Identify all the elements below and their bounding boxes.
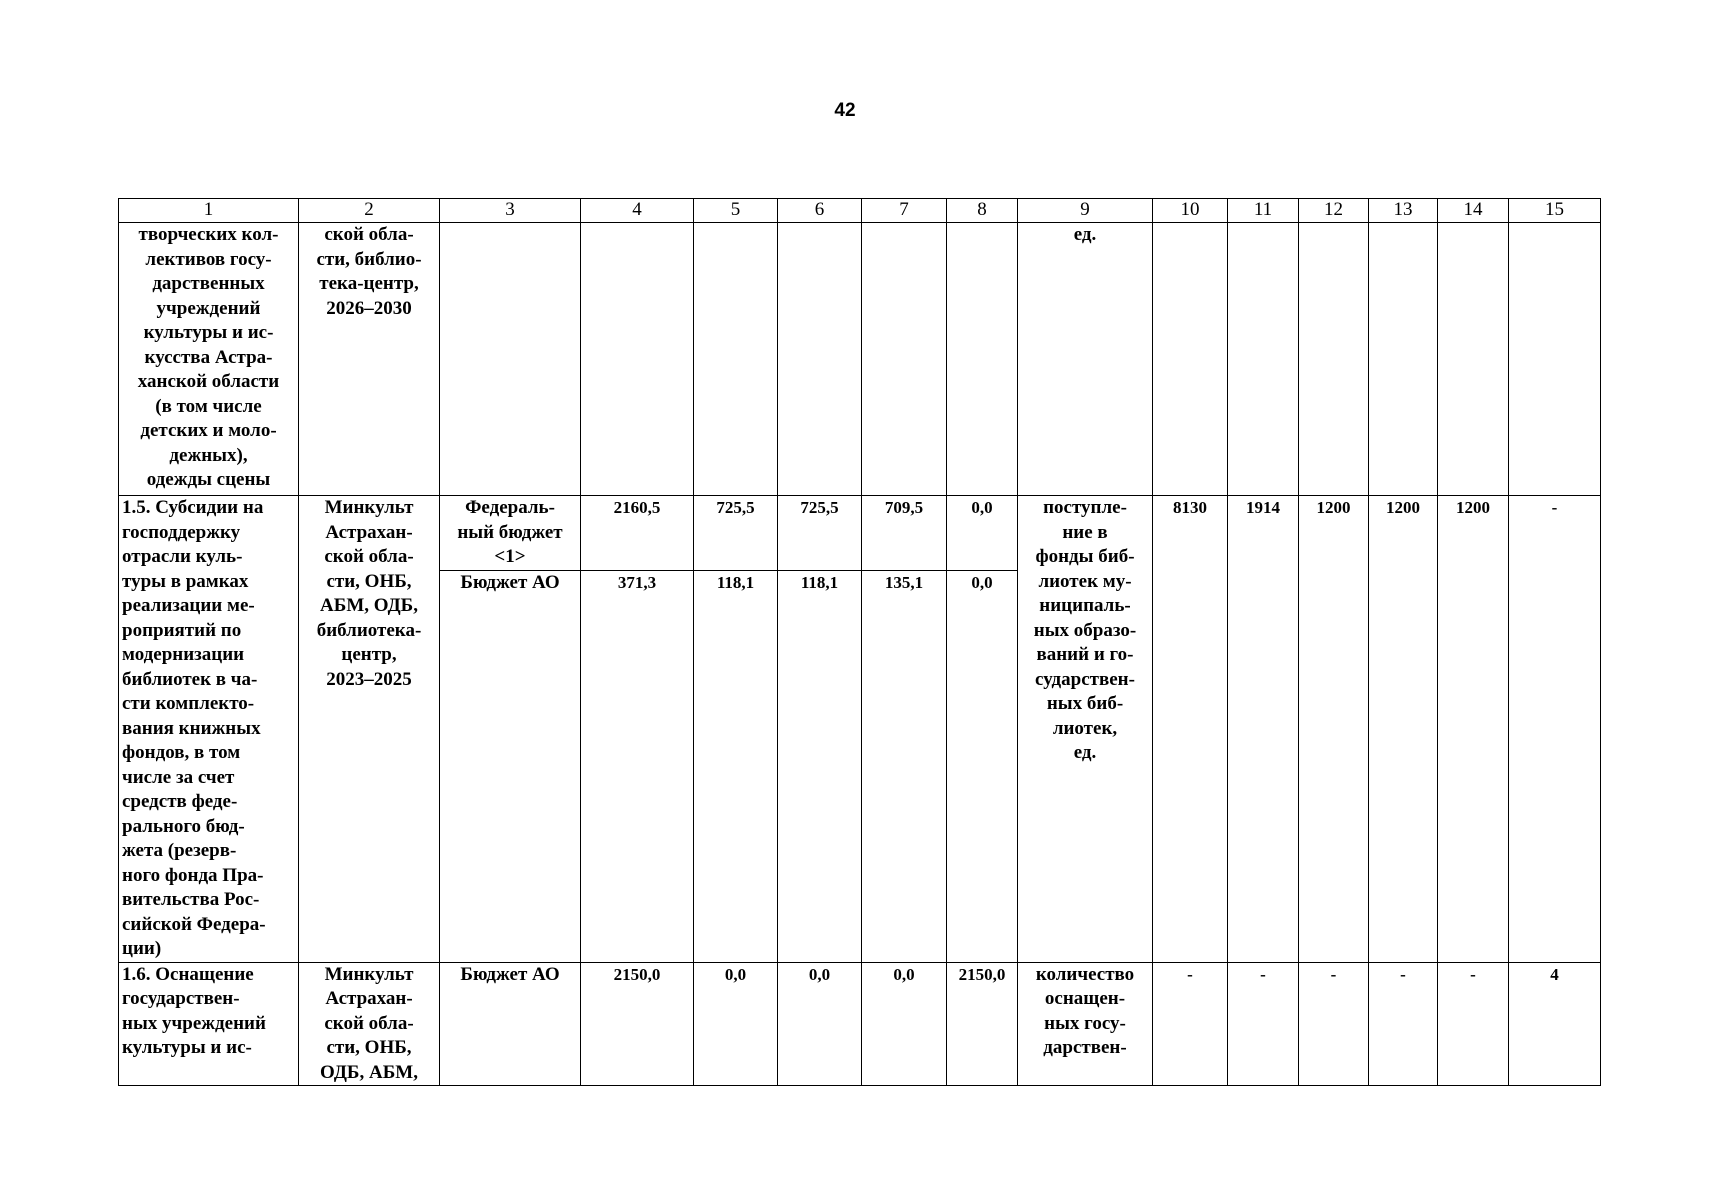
- col-header-1: 1: [119, 199, 299, 223]
- text-line: вительства Рос-: [122, 889, 260, 910]
- text-line: ОДБ, АБМ,: [320, 1061, 418, 1083]
- text-line: ции): [122, 938, 162, 959]
- text-line: сти комплекто-: [122, 693, 255, 714]
- target-cell: -: [1509, 496, 1601, 963]
- table-row: [119, 223, 1601, 496]
- text-line: 1.5. Субсидии на: [122, 497, 264, 518]
- value-cell: [581, 223, 694, 496]
- text-line: вания книжных: [122, 717, 261, 739]
- text-line: сударствен-: [1035, 668, 1135, 690]
- text-line: фондов, в том: [122, 742, 241, 763]
- text-line: модернизации: [122, 644, 245, 665]
- text-line: лективов госу-: [145, 248, 272, 270]
- text-line: туры в рамках: [122, 570, 249, 592]
- text-line: 2026–2030: [326, 297, 412, 319]
- value-cell: [694, 223, 778, 496]
- text-line: отрасли куль-: [122, 546, 243, 567]
- text-line: Минкульт: [324, 963, 414, 985]
- table-row: [119, 962, 1601, 1086]
- text-line: лиотек му-: [1038, 570, 1132, 592]
- col-header-6: 6: [778, 199, 862, 223]
- target-cell: 4: [1509, 962, 1601, 1086]
- target-cell: 1200: [1299, 496, 1369, 963]
- text-line: (в том числе: [155, 395, 262, 417]
- text-line: АБМ, ОДБ,: [320, 595, 418, 616]
- value-cell: [947, 223, 1018, 496]
- text-line: господдержку: [122, 521, 241, 543]
- indicator-cell: [1018, 962, 1153, 1086]
- text-line: культуры и ис-: [122, 1037, 252, 1058]
- executor-cell: [299, 223, 440, 496]
- target-cell: [1438, 223, 1509, 496]
- text-line: реализации ме-: [122, 595, 255, 616]
- text-line: дарственных: [152, 273, 265, 294]
- text-line: ед.: [1073, 742, 1097, 763]
- target-cell: [1299, 223, 1369, 496]
- col-header-5: 5: [694, 199, 778, 223]
- text-line: творческих кол-: [138, 224, 279, 245]
- value-cell: 118,1: [694, 570, 778, 962]
- value-cell: 2150,0: [947, 962, 1018, 1086]
- text-line: ных госу-: [1044, 1012, 1126, 1034]
- col-header-13: 13: [1369, 199, 1438, 223]
- value-cell: 709,5: [862, 496, 947, 571]
- text-line: рального бюд-: [122, 815, 245, 837]
- col-header-12: 12: [1299, 199, 1369, 223]
- target-cell: [1228, 223, 1299, 496]
- value-cell: 0,0: [694, 962, 778, 1086]
- target-cell: 8130: [1153, 496, 1228, 963]
- target-cell: [1369, 223, 1438, 496]
- target-cell: -: [1369, 962, 1438, 1086]
- text-line: Минкульт: [324, 497, 414, 518]
- text-line: ных образо-: [1033, 619, 1137, 641]
- text-line: Бюджет АО: [460, 963, 560, 985]
- text-line: сти, библио-: [316, 248, 422, 270]
- text-line: ской обла-: [324, 546, 414, 567]
- col-header-7: 7: [862, 199, 947, 223]
- value-cell: 118,1: [778, 570, 862, 962]
- value-cell: 371,3: [581, 570, 694, 962]
- text-line: дежных),: [169, 444, 248, 466]
- source-cell: [440, 570, 581, 962]
- text-line: культуры и ис-: [143, 322, 274, 343]
- text-line: ской обла-: [324, 1012, 414, 1034]
- text-line: роприятий по: [122, 619, 242, 641]
- text-line: поступле-: [1043, 497, 1127, 518]
- text-line: одежды сцены: [146, 469, 271, 490]
- text-line: центр,: [341, 644, 397, 665]
- measure-name-cell: [119, 962, 299, 1086]
- target-cell: [1153, 223, 1228, 496]
- target-cell: -: [1438, 962, 1509, 1086]
- col-header-4: 4: [581, 199, 694, 223]
- text-line: лиотек,: [1052, 717, 1118, 739]
- text-line: 2023–2025: [326, 668, 412, 690]
- text-line: тека-центр,: [319, 273, 419, 294]
- source-cell: [440, 962, 581, 1086]
- value-cell: 2160,5: [581, 496, 694, 571]
- target-cell: -: [1228, 962, 1299, 1086]
- text-line: сти, ОНБ,: [326, 570, 412, 592]
- value-cell: 725,5: [778, 496, 862, 571]
- target-cell: 1200: [1438, 496, 1509, 963]
- col-header-3: 3: [440, 199, 581, 223]
- text-line: сийской Федера-: [122, 913, 266, 935]
- source-cell: [440, 223, 581, 496]
- source-cell: [440, 496, 581, 571]
- text-line: государствен-: [122, 988, 240, 1009]
- table-row: [119, 496, 1601, 571]
- page-number: 42: [834, 100, 856, 121]
- text-line: учреждений: [156, 297, 261, 319]
- col-header-14: 14: [1438, 199, 1509, 223]
- col-header-2: 2: [299, 199, 440, 223]
- program-table: [118, 198, 1601, 1086]
- value-cell: 0,0: [862, 962, 947, 1086]
- text-line: детских и моло-: [140, 420, 277, 441]
- value-cell: 0,0: [947, 496, 1018, 571]
- value-cell: 135,1: [862, 570, 947, 962]
- text-line: библиотека-: [316, 619, 422, 641]
- measure-name-cell: [119, 223, 299, 496]
- text-line: кусства Астра-: [144, 346, 273, 368]
- col-header-9: 9: [1018, 199, 1153, 223]
- text-line: ханской области: [137, 371, 280, 392]
- text-line: ных биб-: [1046, 693, 1124, 714]
- value-cell: [862, 223, 947, 496]
- target-cell: -: [1153, 962, 1228, 1086]
- target-cell: 1914: [1228, 496, 1299, 963]
- text-line: ных учреждений: [122, 1012, 266, 1034]
- text-line: числе за счет: [122, 766, 235, 788]
- text-line: библиотек в ча-: [122, 668, 258, 690]
- value-cell: [778, 223, 862, 496]
- text-line: ного фонда Пра-: [122, 864, 264, 886]
- text-line: ед.: [1073, 224, 1097, 245]
- text-line: Астрахан-: [325, 521, 413, 543]
- text-line: ваний и го-: [1036, 644, 1134, 665]
- text-line: средств феде-: [122, 791, 238, 812]
- text-line: дарствен-: [1043, 1037, 1127, 1058]
- text-line: ской обла-: [324, 224, 414, 245]
- text-line: жета (резерв-: [122, 840, 237, 861]
- text-line: количество: [1035, 963, 1135, 985]
- executor-cell: [299, 962, 440, 1086]
- text-line: фонды биб-: [1035, 546, 1135, 567]
- col-header-11: 11: [1228, 199, 1299, 223]
- text-line: <1>: [494, 546, 526, 567]
- target-cell: 1200: [1369, 496, 1438, 963]
- col-header-15: 15: [1509, 199, 1601, 223]
- indicator-cell: [1018, 496, 1153, 963]
- text-line: Федераль-: [465, 497, 555, 518]
- value-cell: 2150,0: [581, 962, 694, 1086]
- text-line: ние в: [1062, 521, 1108, 543]
- text-line: ниципаль-: [1039, 595, 1131, 616]
- measure-name-cell: [119, 496, 299, 963]
- col-header-10: 10: [1153, 199, 1228, 223]
- text-line: Бюджет АО: [460, 571, 560, 593]
- target-cell: [1509, 223, 1601, 496]
- target-cell: -: [1299, 962, 1369, 1086]
- indicator-cell: [1018, 223, 1153, 496]
- text-line: Астрахан-: [325, 988, 413, 1009]
- executor-cell: [299, 496, 440, 963]
- header-row: [119, 199, 1601, 223]
- value-cell: 725,5: [694, 496, 778, 571]
- text-line: сти, ОНБ,: [326, 1037, 412, 1058]
- text-line: оснащен-: [1044, 988, 1126, 1009]
- col-header-8: 8: [947, 199, 1018, 223]
- value-cell: 0,0: [778, 962, 862, 1086]
- text-line: ный бюджет: [457, 521, 563, 543]
- value-cell: 0,0: [947, 570, 1018, 962]
- text-line: 1.6. Оснащение: [122, 963, 254, 985]
